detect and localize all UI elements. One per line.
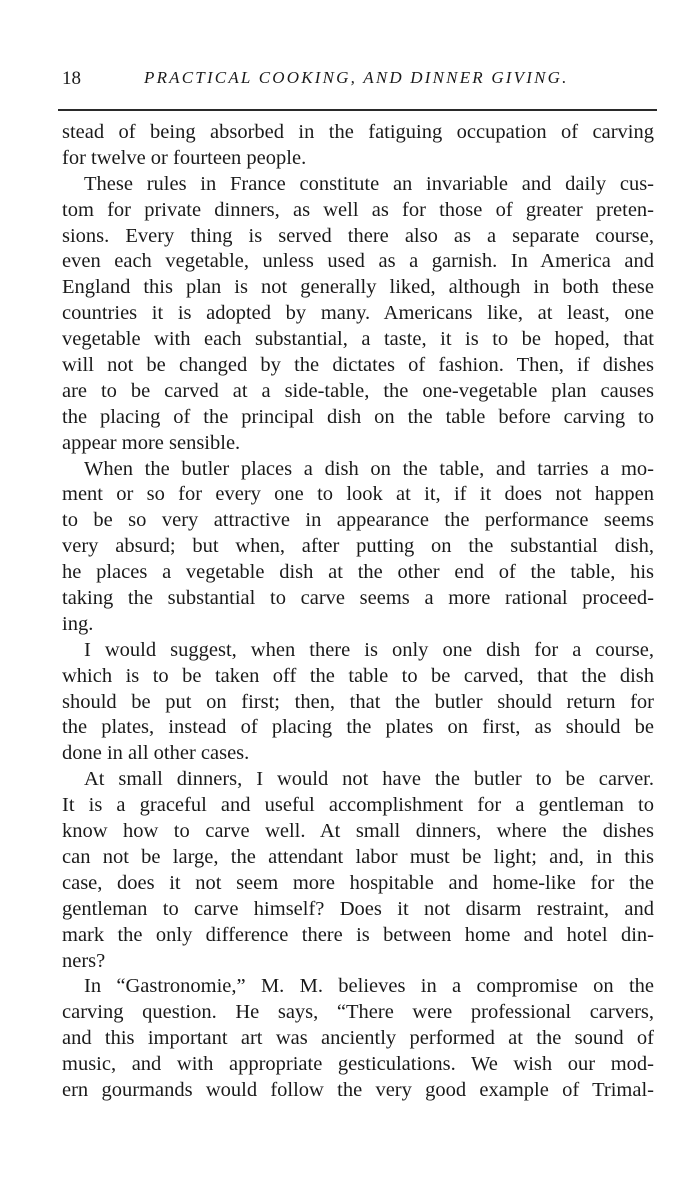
text-line: vegetable with each substantial, a taste, it is to be hoped, that [62, 328, 654, 351]
text-line: are to be carved at a side-table, the one-vegetable plan causes [62, 379, 654, 402]
paragraph-first-line: These rules in France constitute an invariable and daily cus- [84, 172, 654, 195]
text-line: appear more sensible. [62, 431, 241, 454]
text-line: ners? [62, 949, 106, 972]
text-line: carving question. He says, “There were professional carvers, [62, 1001, 654, 1024]
text-line: ment or so for every one to look at it, if it does not happen [62, 483, 654, 506]
text-line: tom for private dinners, as well as for those of greater preten- [62, 198, 654, 221]
text-line: he places a vegetable dish at the other end of the table, his [62, 561, 654, 584]
text-line: England this plan is not generally liked, although in both these [62, 276, 654, 299]
text-line: gentleman to carve himself? Does it not disarm restraint, and [62, 897, 654, 920]
paragraph-first-line: In “Gastronomie,” M. M. believes in a compromise on the [84, 975, 654, 998]
text-line: ern gourmands would follow the very good example of Trimal- [62, 1078, 654, 1101]
text-line: the placing of the principal dish on the table before carving to [62, 405, 654, 428]
page-number: 18 [62, 68, 81, 89]
paragraph-first-line: At small dinners, I would not have the butler to be carver. [84, 768, 654, 791]
text-line: ing. [62, 612, 94, 635]
text-line: taking the substantial to carve seems a more rational proceed- [62, 587, 654, 610]
text-line: and this important art was anciently performed at the sound of [62, 1027, 654, 1050]
text-line: will not be changed by the dictates of fashion. Then, if dishes [62, 354, 654, 377]
running-title: PRACTICAL COOKING, AND DINNER GIVING. [144, 68, 569, 87]
text-line: countries it is adopted by many. Americans like, at least, one [62, 302, 654, 325]
text-line: even each vegetable, unless used as a garnish. In America and [62, 250, 654, 273]
text-line: sions. Every thing is served there also as a separate course, [62, 224, 654, 247]
text-line: case, does it not seem more hospitable and home-like for the [62, 871, 654, 894]
text-line: the plates, instead of placing the plates on first, as should be [62, 716, 654, 739]
text-line: very absurd; but when, after putting on the substantial dish, [62, 535, 654, 558]
text-line: It is a graceful and useful accomplishment for a gentleman to [62, 794, 654, 817]
paragraph-first-line: I would suggest, when there is only one dish for a course, [84, 638, 654, 661]
page-header [58, 68, 658, 98]
text-line: mark the only difference there is between home and hotel din- [62, 923, 654, 946]
body-text [62, 120, 654, 1104]
text-line: done in all other cases. [62, 742, 250, 765]
text-line: which is to be taken off the table to be carved, that the dish [62, 664, 654, 687]
text-line: can not be large, the attendant labor must be light; and, in this [62, 845, 654, 868]
text-line: for twelve or fourteen people. [62, 146, 307, 169]
header-rule [58, 109, 657, 111]
paragraph-first-line: When the butler places a dish on the table, and tarries a mo- [84, 457, 654, 480]
text-line: to be so very attractive in appearance the performance seems [62, 509, 654, 532]
text-line: should be put on first; then, that the butler should return for [62, 690, 654, 713]
text-line: stead of being absorbed in the fatiguing occupation of carving [62, 121, 654, 143]
text-line: know how to carve well. At small dinners, where the dishes [62, 820, 654, 843]
text-line: music, and with appropriate gesticulations. We wish our mod- [62, 1053, 654, 1076]
